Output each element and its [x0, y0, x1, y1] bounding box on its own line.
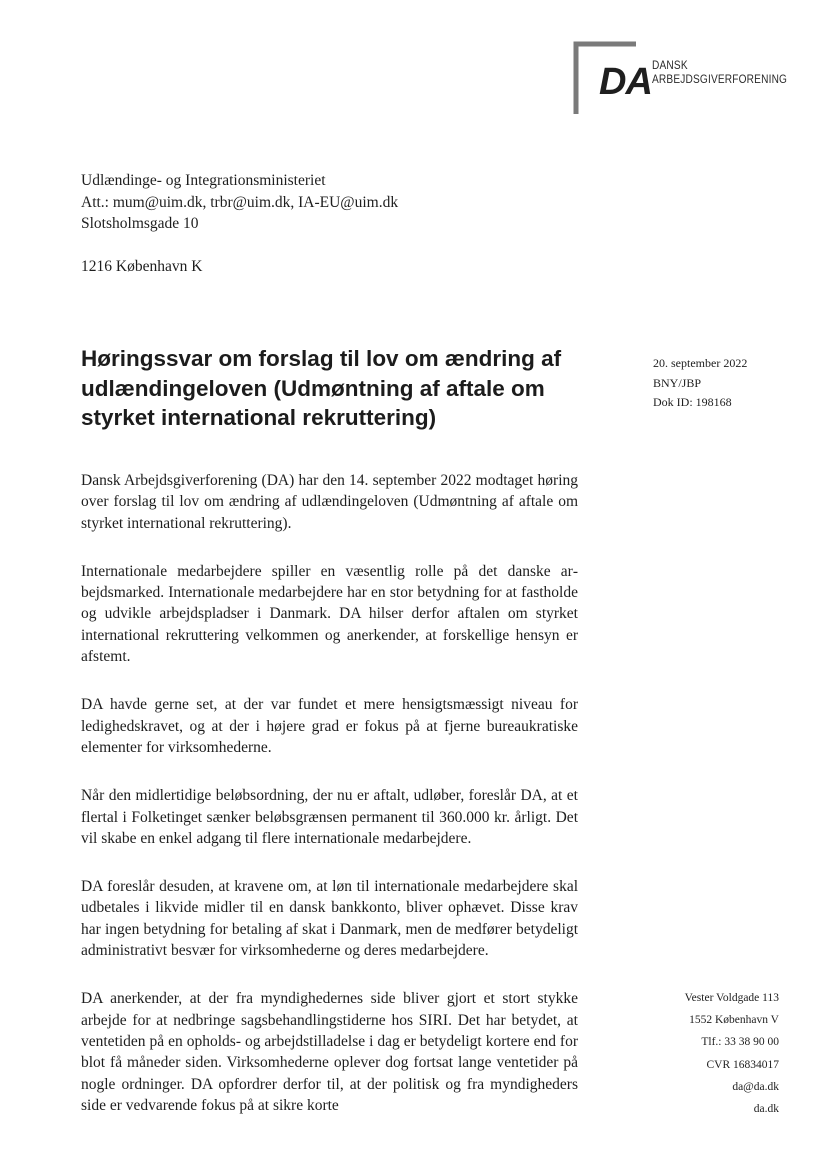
body-paragraph: DA havde gerne set, at der var fundet et mere hensigtsmæssigt niveau for ledighedskravet, og at der i højere grad er fokus på at fjerne bureaukratiske elementer for virksomhederne.: [81, 696, 578, 756]
da-logo-frame-icon: [574, 42, 652, 116]
recipient-att: Att.: mum@uim.dk, trbr@uim.dk, IA-EU@uim.dk: [81, 193, 399, 211]
da-logo-mark: DA: [599, 61, 652, 103]
logo-wordmark: [652, 59, 787, 87]
body-paragraph: Dansk Arbejdsgiverforening (DA) har den 14. september 2022 modtaget høring over forslag til lov om ændring af udlændingeloven (Udmøntning af aftale om styrket international rekruttering).: [81, 472, 578, 532]
body-paragraph: Internationale medarbejdere spiller en væsentlig rolle på det danske arbejdsmarked. Internationale medarbejdere har en stor betydning for at fastholde og udvikle arbejdspladser i Danmark. DA hilser derfor aftalen om styrket international rekruttering velkommen og anerkender, at forskellige hensyn er afstemt.: [81, 562, 578, 666]
sender-street: Vester Voldgade 113: [684, 992, 779, 1004]
body-paragraph: DA foreslår desuden, at kravene om, at løn til internationale medarbejdere skal udbetales i likvide midler til en dansk bankkonto, bliver ophævet. Disse krav har ingen betydning for betaling af skat i Danmark, men de medfører betydeligt administrativt besvær for virksomhederne og deres medarbejdere.: [81, 878, 578, 960]
sender-email: da@da.dk: [732, 1080, 779, 1093]
logo-line-2: ARBEJDSGIVERFORENING: [652, 74, 788, 86]
recipient-city: 1216 København K: [81, 257, 203, 275]
sender-cvr: CVR 16834017: [706, 1058, 779, 1071]
recipient-address: [81, 170, 398, 277]
logo-line-1: DANSK: [652, 60, 688, 72]
recipient-street: Slotsholmsgade 10: [81, 215, 199, 232]
letter-body: [81, 470, 578, 1143]
letter-initials: BNY/JBP: [653, 375, 702, 390]
letter-date: 20. september 2022: [653, 356, 748, 370]
sender-phone: Tlf.: 33 38 90 00: [701, 1036, 779, 1049]
letter-subject: Høringssvar om forslag til lov om ændring af udlændingeloven (Udmøntning af aftale om styrket international rekruttering): [81, 346, 562, 430]
recipient-name: Udlændinge- og Integrationsministeriet: [81, 172, 326, 189]
sender-address: [685, 987, 779, 1120]
sender-website: da.dk: [753, 1103, 779, 1116]
letter-meta: [653, 354, 747, 413]
body-paragraph: DA anerkender, at der fra myndighedernes side bliver gjort et stort stykke arbejde for at nedbringe sagsbehandlingstiderne hos SIRI. Det har betydet, at ventetiden på en opholds- og arbejdstilladelse i dag er betydeligt kortere end for blot få måneder siden. Virksomhederne oplever dog fortsat lange ventetider på nogle ordninger. DA opfordrer derfor til, at der politisk og fra myndigheders side er vedvarende fokus på at sikre korte: [81, 990, 578, 1114]
sender-city: 1552 København V: [689, 1014, 779, 1027]
da-logo: [574, 42, 788, 116]
letter-doc-id: Dok ID: 198168: [653, 395, 732, 409]
body-paragraph: Når den midlertidige beløbsordning, der nu er aftalt, udløber, foreslår DA, at et flertal i Folketinget sænker beløbsgrænsen permanent til 360.000 kr. årligt. Det vil skabe en enkel adgang til flere internationale medarbejdere.: [81, 787, 578, 847]
